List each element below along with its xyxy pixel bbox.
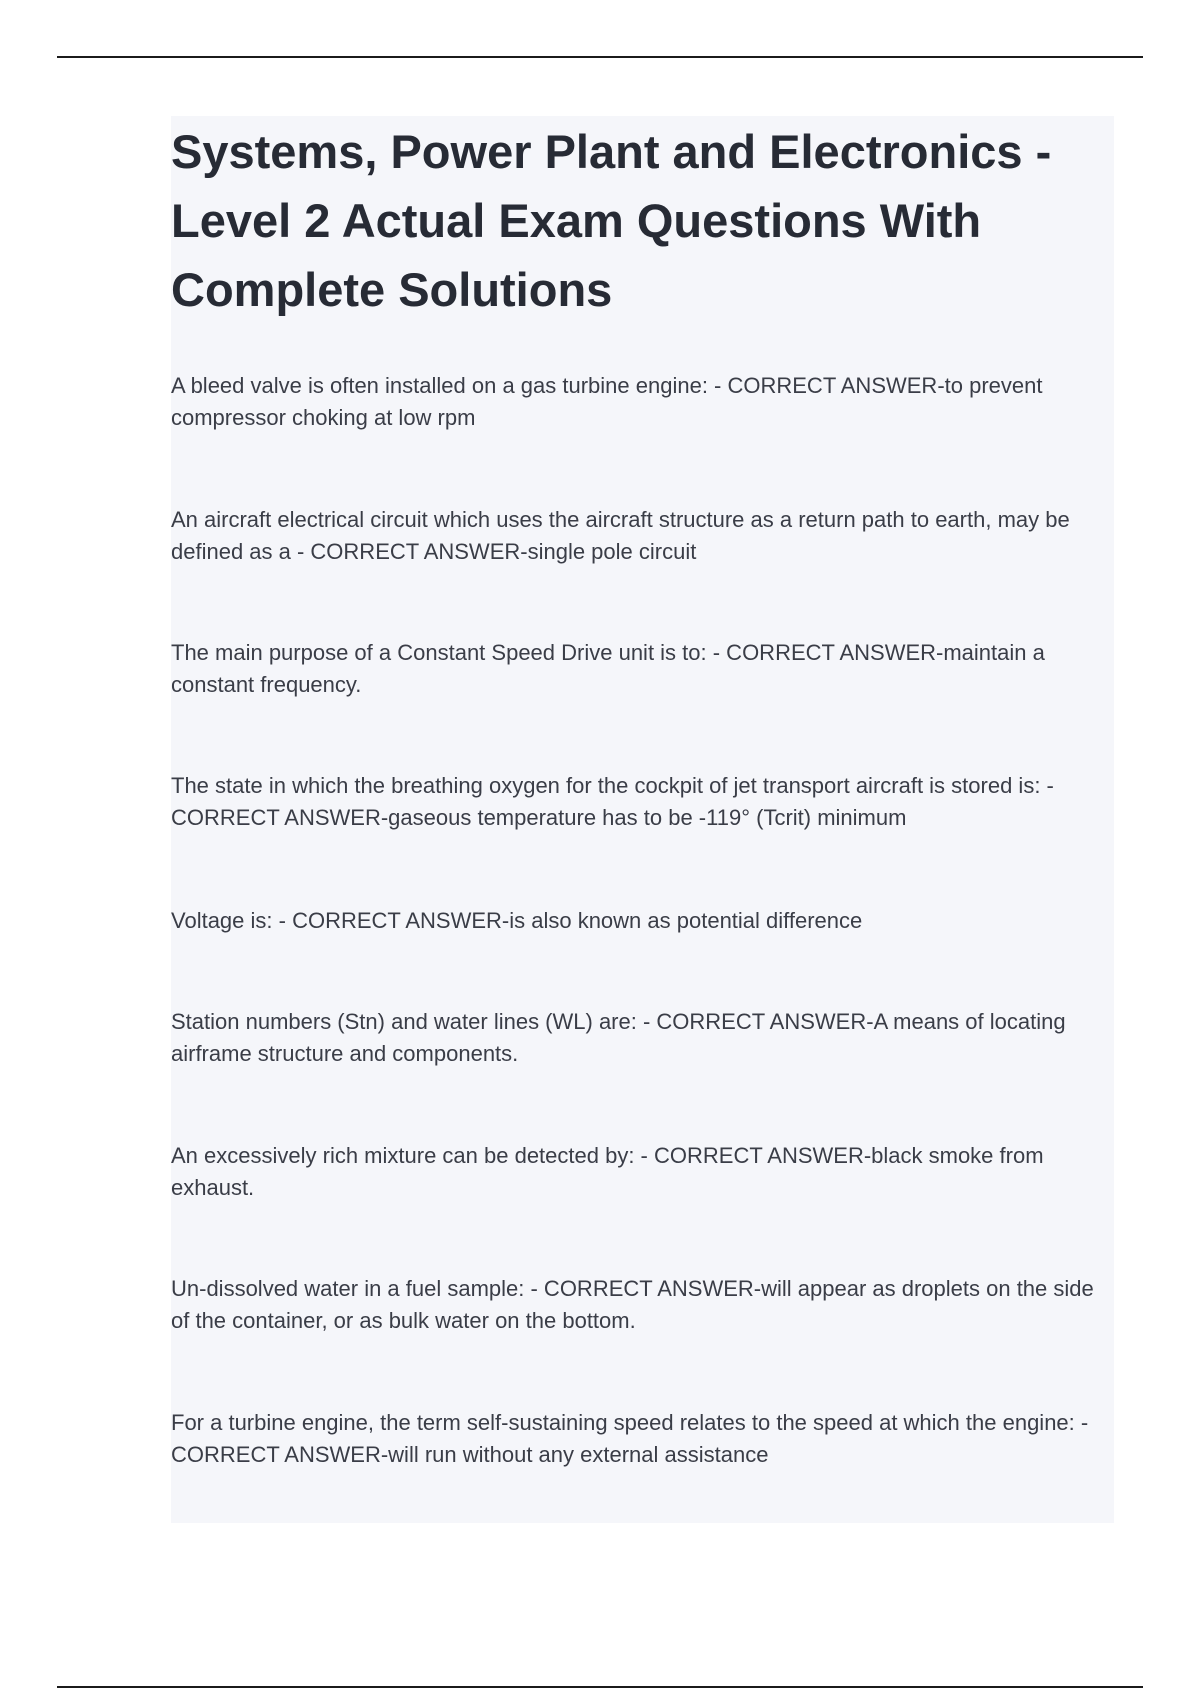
qa-item-8: Un-dissolved water in a fuel sample: - CORRECT ANSWER-will appear as droplets on the side of the container, or as bulk water on the bottom. [171,1276,1094,1333]
qa-item-2: An aircraft electrical circuit which uses the aircraft structure as a return path to earth, may be defined as a - CORRECT ANSWER-single pole circuit [171,507,1070,564]
document-body [171,116,1114,1523]
qa-item-7: An excessively rich mixture can be detected by: - CORRECT ANSWER-black smoke from exhaust. [171,1143,1044,1200]
qa-item-1: A bleed valve is often installed on a gas turbine engine: - CORRECT ANSWER-to prevent compressor choking at low rpm [171,373,1043,430]
qa-item-5: Voltage is: - CORRECT ANSWER-is also known as potential difference [171,908,863,933]
qa-item-3: The main purpose of a Constant Speed Drive unit is to: - CORRECT ANSWER-maintain a constant frequency. [171,640,1045,697]
qa-item-4: The state in which the breathing oxygen for the cockpit of jet transport aircraft is stored is: - CORRECT ANSWER-gaseous temperature has to be -119° (Tcrit) minimum [171,773,1054,830]
qa-item-6: Station numbers (Stn) and water lines (WL) are: - CORRECT ANSWER-A means of locating airframe structure and components. [171,1009,1066,1066]
header-rule [57,56,1143,58]
footer-rule [57,1686,1143,1688]
document-title: Systems, Power Plant and Electronics - Level 2 Actual Exam Questions With Complete Solutions [171,125,1052,316]
qa-item-9: For a turbine engine, the term self-sustaining speed relates to the speed at which the engine: - CORRECT ANSWER-will run without any external assistance [171,1410,1089,1467]
